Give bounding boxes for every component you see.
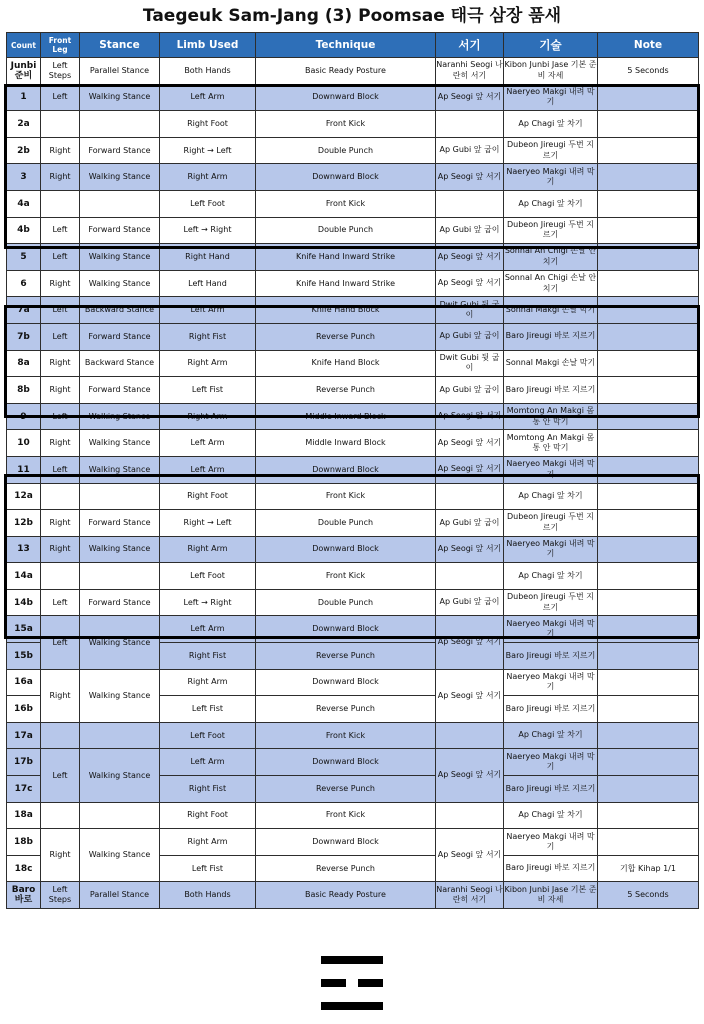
cell-limb: Left Fist	[160, 696, 256, 723]
cell-front-leg: Left	[41, 589, 80, 616]
cell-stance-korean	[436, 722, 504, 749]
cell-front-leg: Left Steps	[41, 882, 80, 909]
cell-limb: Left → Right	[160, 217, 256, 244]
cell-technique: Front Kick	[256, 563, 436, 590]
cell-stance-korean: Ap Gubi 앞 굽이	[436, 217, 504, 244]
cell-stance: Walking Stance	[80, 829, 160, 882]
cell-stance-korean: Ap Gubi 앞 굽이	[436, 589, 504, 616]
cell-note	[598, 696, 699, 723]
cell-count: 2b	[7, 137, 41, 164]
cell-technique-korean: Baro Jireugi 바로 지르기	[504, 855, 598, 882]
table-row	[7, 270, 699, 297]
cell-stance-korean: Ap Seogi 앞 서기	[436, 669, 504, 722]
cell-stance: Walking Stance	[80, 244, 160, 271]
cell-note	[598, 403, 699, 430]
cell-stance-korean: Dwit Gubi 뒷 굽이	[436, 350, 504, 377]
cell-note	[598, 749, 699, 776]
cell-limb: Left Arm	[160, 456, 256, 483]
cell-note	[598, 456, 699, 483]
cell-stance: Forward Stance	[80, 137, 160, 164]
cell-limb: Right Arm	[160, 669, 256, 696]
cell-front-leg	[41, 483, 80, 510]
cell-stance-korean: Naranhi Seogi 나란히 서기	[436, 882, 504, 909]
cell-technique: Basic Ready Posture	[256, 58, 436, 85]
cell-technique: Reverse Punch	[256, 323, 436, 350]
cell-limb: Right Fist	[160, 776, 256, 803]
table-row	[7, 137, 699, 164]
table-row	[7, 111, 699, 138]
cell-front-leg: Right	[41, 377, 80, 404]
table-row	[7, 217, 699, 244]
cell-limb: Right Arm	[160, 350, 256, 377]
cell-note	[598, 563, 699, 590]
cell-note	[598, 483, 699, 510]
cell-count: 8b	[7, 377, 41, 404]
table-row	[7, 563, 699, 590]
cell-technique: Reverse Punch	[256, 696, 436, 723]
cell-front-leg: Left	[41, 749, 80, 802]
cell-front-leg: Left	[41, 403, 80, 430]
cell-front-leg: Left	[41, 616, 80, 669]
cell-limb: Left Foot	[160, 563, 256, 590]
header-count: Count	[7, 33, 41, 58]
header-stance-korean: 서기	[436, 33, 504, 58]
cell-count: 16b	[7, 696, 41, 723]
cell-technique: Downward Block	[256, 829, 436, 856]
cell-limb: Left Fist	[160, 377, 256, 404]
page-title: Taegeuk Sam-Jang (3) Poomsae 태극 삼장 품새	[142, 6, 562, 26]
cell-stance-korean: Ap Seogi 앞 서기	[436, 403, 504, 430]
cell-count: 5	[7, 244, 41, 271]
table-row	[7, 829, 699, 856]
cell-limb: Left Fist	[160, 855, 256, 882]
header-limb: Limb Used	[160, 33, 256, 58]
table-row	[7, 84, 699, 111]
cell-limb: Right Fist	[160, 643, 256, 670]
cell-technique-korean: Naeryeo Makgi 내려 막기	[504, 829, 598, 856]
table-row	[7, 377, 699, 404]
cell-note	[598, 350, 699, 377]
table-row	[7, 510, 699, 537]
cell-technique-korean: Baro Jireugi 바로 지르기	[504, 377, 598, 404]
table-row	[7, 669, 699, 696]
cell-limb: Right Arm	[160, 403, 256, 430]
cell-technique-korean: Sonnal Makgi 손날 막기	[504, 350, 598, 377]
table-row	[7, 403, 699, 430]
cell-technique-korean: Naeryeo Makgi 내려 막기	[504, 669, 598, 696]
cell-stance	[80, 190, 160, 217]
header-technique-korean: 기술	[504, 33, 598, 58]
cell-note	[598, 137, 699, 164]
table-row	[7, 802, 699, 829]
cell-note	[598, 829, 699, 856]
cell-stance-korean	[436, 802, 504, 829]
cell-count: 11	[7, 456, 41, 483]
table-row	[7, 350, 699, 377]
cell-technique: Knife Hand Block	[256, 297, 436, 324]
cell-front-leg	[41, 722, 80, 749]
cell-stance	[80, 563, 160, 590]
cell-stance: Parallel Stance	[80, 58, 160, 85]
cell-front-leg: Right	[41, 829, 80, 882]
cell-count: 12b	[7, 510, 41, 537]
cell-stance: Walking Stance	[80, 456, 160, 483]
cell-technique: Front Kick	[256, 802, 436, 829]
cell-technique-korean: Sonnal Makgi 손날 막기	[504, 297, 598, 324]
cell-technique-korean: Baro Jireugi 바로 지르기	[504, 323, 598, 350]
cell-limb: Right Foot	[160, 111, 256, 138]
cell-note	[598, 589, 699, 616]
cell-limb: Left Hand	[160, 270, 256, 297]
cell-note	[598, 616, 699, 643]
cell-front-leg: Left Steps	[41, 58, 80, 85]
cell-technique-korean: Baro Jireugi 바로 지르기	[504, 776, 598, 803]
cell-front-leg	[41, 190, 80, 217]
cell-count: 3	[7, 164, 41, 191]
cell-front-leg	[41, 111, 80, 138]
cell-count: 7b	[7, 323, 41, 350]
cell-stance: Forward Stance	[80, 323, 160, 350]
cell-front-leg: Right	[41, 536, 80, 563]
cell-stance: Walking Stance	[80, 536, 160, 563]
cell-technique-korean: Ap Chagi 앞 차기	[504, 483, 598, 510]
cell-technique: Downward Block	[256, 456, 436, 483]
cell-note	[598, 297, 699, 324]
cell-technique: Reverse Punch	[256, 855, 436, 882]
cell-front-leg: Right	[41, 510, 80, 537]
cell-stance-korean: Ap Seogi 앞 서기	[436, 829, 504, 882]
cell-stance-korean: Ap Seogi 앞 서기	[436, 536, 504, 563]
cell-front-leg: Right	[41, 430, 80, 457]
table-row	[7, 430, 699, 457]
cell-note: 5 Seconds	[598, 58, 699, 85]
table-body	[7, 58, 699, 909]
table-row	[7, 297, 699, 324]
cell-technique-korean: Dubeon Jireugi 두번 지르기	[504, 510, 598, 537]
cell-note	[598, 84, 699, 111]
cell-limb: Right → Left	[160, 510, 256, 537]
cell-technique: Double Punch	[256, 589, 436, 616]
cell-note	[598, 510, 699, 537]
cell-stance-korean: Ap Gubi 앞 굽이	[436, 377, 504, 404]
cell-note	[598, 430, 699, 457]
cell-technique-korean: Dubeon Jireugi 두번 지르기	[504, 589, 598, 616]
table-row	[7, 244, 699, 271]
cell-technique-korean: Naeryeo Makgi 내려 막기	[504, 164, 598, 191]
cell-note	[598, 377, 699, 404]
cell-note	[598, 190, 699, 217]
cell-count: 6	[7, 270, 41, 297]
cell-stance	[80, 802, 160, 829]
cell-stance: Forward Stance	[80, 377, 160, 404]
cell-technique-korean: Ap Chagi 앞 차기	[504, 111, 598, 138]
cell-limb: Both Hands	[160, 882, 256, 909]
cell-stance-korean	[436, 483, 504, 510]
cell-stance-korean: Ap Gubi 앞 굽이	[436, 137, 504, 164]
header-row	[7, 33, 699, 58]
cell-technique-korean: Baro Jireugi 바로 지르기	[504, 643, 598, 670]
table-row	[7, 749, 699, 776]
cell-technique: Front Kick	[256, 483, 436, 510]
cell-count: 17c	[7, 776, 41, 803]
table-row	[7, 882, 699, 909]
cell-technique-korean: Ap Chagi 앞 차기	[504, 722, 598, 749]
cell-stance: Forward Stance	[80, 589, 160, 616]
cell-technique: Front Kick	[256, 111, 436, 138]
header-technique: Technique	[256, 33, 436, 58]
cell-limb: Left Arm	[160, 430, 256, 457]
cell-technique: Downward Block	[256, 84, 436, 111]
cell-stance: Walking Stance	[80, 430, 160, 457]
cell-count: 18a	[7, 802, 41, 829]
cell-stance-korean: Ap Seogi 앞 서기	[436, 430, 504, 457]
cell-count: 8a	[7, 350, 41, 377]
cell-technique-korean: Naeryeo Makgi 내려 막기	[504, 84, 598, 111]
cell-limb: Left Foot	[160, 722, 256, 749]
cell-technique-korean: Naeryeo Makgi 내려 막기	[504, 536, 598, 563]
cell-count: 17a	[7, 722, 41, 749]
cell-stance-korean: Ap Seogi 앞 서기	[436, 270, 504, 297]
cell-stance: Backward Stance	[80, 297, 160, 324]
cell-limb: Both Hands	[160, 58, 256, 85]
cell-front-leg: Right	[41, 669, 80, 722]
cell-stance-korean	[436, 111, 504, 138]
cell-stance: Walking Stance	[80, 84, 160, 111]
cell-technique-korean: Momtong An Makgi 몸통 안 막기	[504, 430, 598, 457]
cell-technique-korean: Momtong An Makgi 몸통 안 막기	[504, 403, 598, 430]
cell-technique: Downward Block	[256, 164, 436, 191]
cell-technique-korean: Sonnal An Chigi 손날 안 치기	[504, 270, 598, 297]
cell-front-leg: Left	[41, 297, 80, 324]
cell-technique-korean: Ap Chagi 앞 차기	[504, 563, 598, 590]
cell-stance-korean: Dwit Gubi 뒷 굽이	[436, 297, 504, 324]
cell-limb: Left → Right	[160, 589, 256, 616]
cell-front-leg: Left	[41, 84, 80, 111]
header-note: Note	[598, 33, 699, 58]
poomsae-table	[6, 32, 699, 909]
cell-count: 4a	[7, 190, 41, 217]
cell-technique-korean: Sonnal An Chigi 손날 안 치기	[504, 244, 598, 271]
cell-stance: Walking Stance	[80, 164, 160, 191]
cell-technique: Double Punch	[256, 510, 436, 537]
cell-note	[598, 217, 699, 244]
cell-technique: Downward Block	[256, 749, 436, 776]
cell-count: 9	[7, 403, 41, 430]
cell-technique: Downward Block	[256, 616, 436, 643]
cell-note	[598, 776, 699, 803]
cell-note	[598, 164, 699, 191]
cell-technique: Reverse Punch	[256, 377, 436, 404]
cell-count: 17b	[7, 749, 41, 776]
cell-stance-korean: Ap Seogi 앞 서기	[436, 164, 504, 191]
cell-count: 14a	[7, 563, 41, 590]
cell-count: 7a	[7, 297, 41, 324]
cell-note	[598, 111, 699, 138]
cell-technique: Knife Hand Inward Strike	[256, 270, 436, 297]
cell-count: 18b	[7, 829, 41, 856]
cell-stance-korean	[436, 563, 504, 590]
cell-limb: Left Arm	[160, 84, 256, 111]
cell-technique-korean: Naeryeo Makgi 내려 막기	[504, 456, 598, 483]
cell-front-leg: Right	[41, 137, 80, 164]
cell-stance-korean: Ap Seogi 앞 서기	[436, 616, 504, 669]
table-row	[7, 483, 699, 510]
cell-stance-korean: Ap Gubi 앞 굽이	[436, 323, 504, 350]
cell-note	[598, 270, 699, 297]
cell-count: Junbi 준비	[7, 58, 41, 85]
cell-stance: Walking Stance	[80, 616, 160, 669]
cell-stance-korean: Ap Seogi 앞 서기	[436, 749, 504, 802]
table-row	[7, 722, 699, 749]
cell-technique-korean: Ap Chagi 앞 차기	[504, 802, 598, 829]
cell-front-leg	[41, 802, 80, 829]
cell-note	[598, 244, 699, 271]
cell-note	[598, 669, 699, 696]
cell-count: 14b	[7, 589, 41, 616]
cell-limb: Right Fist	[160, 323, 256, 350]
cell-front-leg: Right	[41, 350, 80, 377]
cell-stance: Parallel Stance	[80, 882, 160, 909]
cell-technique: Downward Block	[256, 669, 436, 696]
cell-limb: Left Arm	[160, 616, 256, 643]
cell-note	[598, 536, 699, 563]
cell-technique-korean: Kibon Junbi Jase 기본 준비 자세	[504, 58, 598, 85]
cell-note	[598, 802, 699, 829]
cell-count: 15a	[7, 616, 41, 643]
cell-technique: Downward Block	[256, 536, 436, 563]
trigram-ri-icon	[321, 956, 383, 1011]
cell-front-leg	[41, 563, 80, 590]
cell-stance: Walking Stance	[80, 403, 160, 430]
cell-limb: Left Arm	[160, 749, 256, 776]
cell-technique: Reverse Punch	[256, 776, 436, 803]
cell-front-leg: Left	[41, 217, 80, 244]
cell-count: 10	[7, 430, 41, 457]
cell-technique-korean: Dubeon Jireugi 두번 지르기	[504, 217, 598, 244]
cell-stance	[80, 722, 160, 749]
cell-technique: Reverse Punch	[256, 643, 436, 670]
cell-front-leg: Left	[41, 244, 80, 271]
cell-technique: Front Kick	[256, 190, 436, 217]
header-front-leg: Front Leg	[41, 33, 80, 58]
cell-front-leg: Right	[41, 270, 80, 297]
cell-stance	[80, 483, 160, 510]
cell-stance: Forward Stance	[80, 217, 160, 244]
cell-technique: Knife Hand Block	[256, 350, 436, 377]
cell-technique-korean: Naeryeo Makgi 내려 막기	[504, 749, 598, 776]
cell-technique-korean: Naeryeo Makgi 내려 막기	[504, 616, 598, 643]
cell-limb: Left Foot	[160, 190, 256, 217]
cell-note: 5 Seconds	[598, 882, 699, 909]
cell-count: 16a	[7, 669, 41, 696]
cell-count: 1	[7, 84, 41, 111]
cell-stance-korean: Ap Seogi 앞 서기	[436, 456, 504, 483]
table-row	[7, 164, 699, 191]
cell-technique-korean: Kibon Junbi Jase 기본 준비 자세	[504, 882, 598, 909]
table-row	[7, 190, 699, 217]
table-row	[7, 536, 699, 563]
cell-limb: Right Arm	[160, 164, 256, 191]
cell-count: 15b	[7, 643, 41, 670]
cell-front-leg: Left	[41, 456, 80, 483]
cell-count: 4b	[7, 217, 41, 244]
cell-limb: Right Foot	[160, 483, 256, 510]
cell-stance: Walking Stance	[80, 270, 160, 297]
cell-technique-korean: Dubeon Jireugi 두번 지르기	[504, 137, 598, 164]
cell-technique: Middle Inward Block	[256, 430, 436, 457]
cell-limb: Right Hand	[160, 244, 256, 271]
cell-front-leg: Right	[41, 164, 80, 191]
cell-count: Baro 바로	[7, 882, 41, 909]
cell-note	[598, 722, 699, 749]
cell-technique: Double Punch	[256, 217, 436, 244]
table-row	[7, 616, 699, 643]
cell-stance: Walking Stance	[80, 749, 160, 802]
cell-stance-korean	[436, 190, 504, 217]
cell-note	[598, 643, 699, 670]
cell-limb: Left Arm	[160, 297, 256, 324]
cell-limb: Right Foot	[160, 802, 256, 829]
table-row	[7, 58, 699, 85]
cell-technique-korean: Baro Jireugi 바로 지르기	[504, 696, 598, 723]
cell-stance: Backward Stance	[80, 350, 160, 377]
cell-limb: Right Arm	[160, 829, 256, 856]
table-row	[7, 323, 699, 350]
cell-stance	[80, 111, 160, 138]
cell-technique: Middle Inward Block	[256, 403, 436, 430]
cell-note: 기합 Kihap 1/1	[598, 855, 699, 882]
cell-note	[598, 323, 699, 350]
cell-technique: Double Punch	[256, 137, 436, 164]
header-stance: Stance	[80, 33, 160, 58]
cell-stance: Forward Stance	[80, 510, 160, 537]
cell-count: 2a	[7, 111, 41, 138]
cell-count: 12a	[7, 483, 41, 510]
cell-stance-korean: Ap Seogi 앞 서기	[436, 244, 504, 271]
cell-limb: Right Arm	[160, 536, 256, 563]
cell-technique: Knife Hand Inward Strike	[256, 244, 436, 271]
table-row	[7, 589, 699, 616]
cell-front-leg: Left	[41, 323, 80, 350]
cell-stance-korean: Ap Gubi 앞 굽이	[436, 510, 504, 537]
table-row	[7, 456, 699, 483]
cell-stance-korean: Ap Seogi 앞 서기	[436, 84, 504, 111]
cell-limb: Right → Left	[160, 137, 256, 164]
cell-count: 18c	[7, 855, 41, 882]
cell-technique: Front Kick	[256, 722, 436, 749]
cell-stance: Walking Stance	[80, 669, 160, 722]
cell-technique: Basic Ready Posture	[256, 882, 436, 909]
cell-count: 13	[7, 536, 41, 563]
cell-stance-korean: Naranhi Seogi 나란히 서기	[436, 58, 504, 85]
cell-technique-korean: Ap Chagi 앞 차기	[504, 190, 598, 217]
